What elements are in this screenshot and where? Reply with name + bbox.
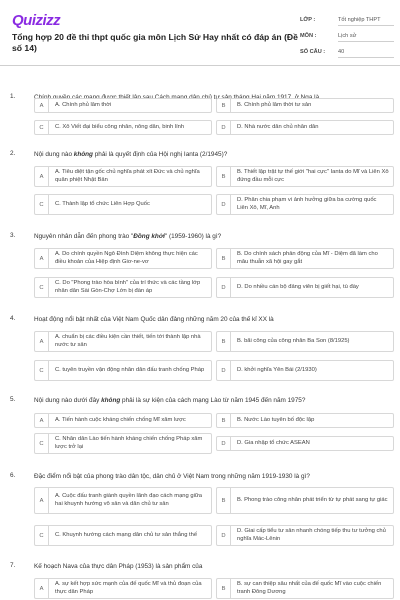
q1-option-d[interactable] bbox=[216, 120, 394, 135]
q5-option-a[interactable] bbox=[34, 413, 212, 428]
option-text: C. Thành lập tổ chức Liên Hợp Quốc bbox=[55, 200, 150, 207]
q2-option-d[interactable] bbox=[216, 194, 394, 215]
q2-option-a[interactable] bbox=[34, 166, 212, 187]
option-letter: A bbox=[35, 332, 49, 351]
meta-subject-value: Lịch sử bbox=[338, 33, 394, 42]
option-letter: B bbox=[217, 249, 231, 268]
option-text: D. Gia nhập tổ chức ASEAN bbox=[237, 439, 310, 446]
option-text: B. bãi công của công nhân Ba Son (8/1925) bbox=[237, 337, 350, 344]
q7-option-a[interactable] bbox=[34, 578, 212, 599]
option-text: D. Phân chia phạm vi ảnh hưởng giữa ba cường quốc Liên Xô, Mĩ, Anh bbox=[237, 197, 377, 211]
option-text: C. Nhân dân Lào tiến hành kháng chiến chống Pháp xâm lược trở lại bbox=[55, 436, 203, 450]
q4-option-b[interactable] bbox=[216, 331, 394, 352]
q6-option-a[interactable] bbox=[34, 487, 212, 514]
meta-subject bbox=[300, 30, 395, 46]
q3-option-c[interactable] bbox=[34, 277, 212, 298]
q6-option-d[interactable] bbox=[216, 525, 394, 546]
option-text: B. sự can thiệp sâu nhất của đế quốc Mĩ vào cuộc chiến tranh Đông Dương bbox=[237, 581, 382, 595]
option-text: D. Do nhiều cán bộ đảng viên bị giết hại, tù đày bbox=[237, 283, 359, 290]
q4-option-d[interactable] bbox=[216, 360, 394, 381]
option-text: C. tuyên truyền vận động nhân dân đấu tranh chống Pháp bbox=[55, 366, 205, 373]
worksheet-header bbox=[0, 0, 400, 66]
option-letter: C bbox=[35, 278, 49, 297]
option-letter: A bbox=[35, 414, 49, 427]
meta-class-value: Tốt nghiệp THPT bbox=[338, 17, 394, 26]
option-text: B. Do chính sách phản động của Mĩ - Diệm đã làm cho mâu thuẫn xã hội gay gắt bbox=[237, 251, 378, 265]
q6-option-c[interactable] bbox=[34, 525, 212, 546]
option-text: C. Do "Phong trào hòa bình" của trí thức và các tầng lớp nhân dân Sài Gòn-Chợ Lớn bị đàn áp bbox=[55, 280, 201, 294]
q4-option-a[interactable] bbox=[34, 331, 212, 352]
q3-option-a[interactable] bbox=[34, 248, 212, 269]
meta-count bbox=[300, 46, 395, 62]
q3-option-d[interactable] bbox=[216, 277, 394, 298]
question-number: 4. bbox=[10, 315, 16, 322]
option-text: B. Nước Lào tuyên bố độc lập bbox=[237, 416, 315, 423]
option-letter: D bbox=[217, 437, 231, 450]
option-letter: B bbox=[217, 488, 231, 513]
option-text: B. Phong trào công nhân phát triển từ tự phát sang tự giác bbox=[237, 496, 388, 503]
option-text: D. Giai cấp tiểu tư sản nhanh chóng tiếp thu tư tưởng chủ nghĩa Mác-Lênin bbox=[237, 528, 386, 542]
option-letter: A bbox=[35, 249, 49, 268]
q5-option-c[interactable] bbox=[34, 433, 212, 454]
emphasis-word: không bbox=[73, 151, 93, 158]
option-letter: D bbox=[217, 361, 231, 380]
option-text: B. Chính phủ lâm thời tư sản bbox=[237, 101, 312, 108]
option-letter: C bbox=[35, 434, 49, 453]
option-text: A. Do chính quyền Ngô Đình Diệm không thực hiện các điều khoản của Hiệp định Giơ-ne-vơ bbox=[55, 251, 198, 265]
option-letter: A bbox=[35, 488, 49, 513]
option-letter: B bbox=[217, 167, 231, 186]
worksheet-meta bbox=[300, 14, 395, 62]
q1-option-a[interactable] bbox=[34, 98, 212, 113]
q6-option-b[interactable] bbox=[216, 487, 394, 514]
option-letter: A bbox=[35, 99, 49, 112]
option-text: A. chuẩn bị các điều kiện cần thiết, tiến tới thành lập nhà nước tư sản bbox=[55, 334, 201, 348]
option-text: D. khởi nghĩa Yên Bái (2/1930) bbox=[237, 366, 317, 373]
option-letter: D bbox=[217, 195, 231, 214]
option-letter: C bbox=[35, 526, 49, 545]
option-letter: A bbox=[35, 579, 49, 598]
q5-option-b[interactable] bbox=[216, 413, 394, 428]
question-text: Hoạt động nổi bật nhất của Việt Nam Quốc dân đảng những năm 20 của thế kỉ XX là bbox=[34, 316, 274, 323]
option-letter: B bbox=[217, 414, 231, 427]
meta-class-label: LỚP : bbox=[300, 17, 316, 23]
option-letter: C bbox=[35, 195, 49, 214]
option-text: C. Xô Viết đại biểu công nhân, nông dân, binh lính bbox=[55, 123, 185, 130]
meta-subject-label: MÔN : bbox=[300, 33, 317, 39]
option-letter: B bbox=[217, 99, 231, 112]
option-letter: D bbox=[217, 278, 231, 297]
question-text: Nội dung nào không phải là quyết định của Hội nghị Ianta (2/1945)? bbox=[34, 151, 228, 158]
option-letter: C bbox=[35, 121, 49, 134]
q5-option-d[interactable] bbox=[216, 436, 394, 451]
option-text: D. Nhà nước dân chủ nhân dân bbox=[237, 123, 319, 130]
quizizz-logo: Quizizz bbox=[12, 12, 61, 29]
option-text: A. sự kết hợp sức mạnh của đế quốc Mĩ và thủ đoạn của thực dân Pháp bbox=[55, 581, 202, 595]
question-text: Đặc điểm nổi bật của phong trào dân tộc, dân chủ ở Việt Nam trong những năm 1919-1930 là gì? bbox=[34, 473, 310, 480]
option-text: A. Cuộc đấu tranh giành quyền lãnh đạo cách mạng giữa hai khuynh hướng vô sản và dân chủ tư sản bbox=[55, 493, 202, 507]
option-letter: B bbox=[217, 579, 231, 598]
question-number: 1. bbox=[10, 93, 16, 100]
q2-option-c[interactable] bbox=[34, 194, 212, 215]
option-letter: B bbox=[217, 332, 231, 351]
question-number: 5. bbox=[10, 396, 16, 403]
option-text: A. Chính phủ lâm thời bbox=[55, 101, 112, 108]
option-letter: D bbox=[217, 121, 231, 134]
question-number: 3. bbox=[10, 232, 16, 239]
question-number: 2. bbox=[10, 150, 16, 157]
option-text: A. Tiêu diệt tận gốc chủ nghĩa phát xít Đức và chủ nghĩa quân phiệt Nhật Bản bbox=[55, 169, 200, 183]
question-text: Kế hoạch Nava của thực dân Pháp (1953) là sản phẩm của bbox=[34, 563, 203, 570]
option-text: A. Tiến hành cuộc kháng chiến chống Mĩ xâm lược bbox=[55, 416, 186, 423]
q1-option-c[interactable] bbox=[34, 120, 212, 135]
emphasis-word: không bbox=[101, 397, 121, 404]
q7-option-b[interactable] bbox=[216, 578, 394, 599]
q3-option-b[interactable] bbox=[216, 248, 394, 269]
worksheet-title: Tổng hợp 20 đề thi thpt quốc gia môn Lịch Sử Hay nhất có đáp án (Đề số 14) bbox=[12, 32, 298, 53]
option-text: C. Khuynh hướng cách mạng dân chủ tư sản thắng thế bbox=[55, 531, 198, 538]
q4-option-c[interactable] bbox=[34, 360, 212, 381]
meta-class bbox=[300, 14, 395, 30]
meta-count-value: 40 bbox=[338, 49, 394, 58]
question-number: 6. bbox=[10, 472, 16, 479]
q1-option-b[interactable] bbox=[216, 98, 394, 113]
q2-option-b[interactable] bbox=[216, 166, 394, 187]
meta-count-label: SỐ CÂU : bbox=[300, 49, 326, 55]
option-text: B. Thiết lập trật tự thế giới "hai cực" Ianta do Mĩ và Liên Xô đứng đầu mỗi cực bbox=[237, 169, 389, 183]
option-letter: D bbox=[217, 526, 231, 545]
question-text: Nguyên nhân dẫn đến phong trào "Đồng khởi" (1959-1960) là gì? bbox=[34, 233, 222, 240]
emphasis-word: Đồng khởi bbox=[133, 233, 165, 240]
option-letter: C bbox=[35, 361, 49, 380]
question-text: Nội dung nào dưới đây không phải là sự kiện của cách mạng Lào từ năm 1945 đến năm 1975? bbox=[34, 397, 306, 404]
option-letter: A bbox=[35, 167, 49, 186]
question-number: 7. bbox=[10, 562, 16, 569]
